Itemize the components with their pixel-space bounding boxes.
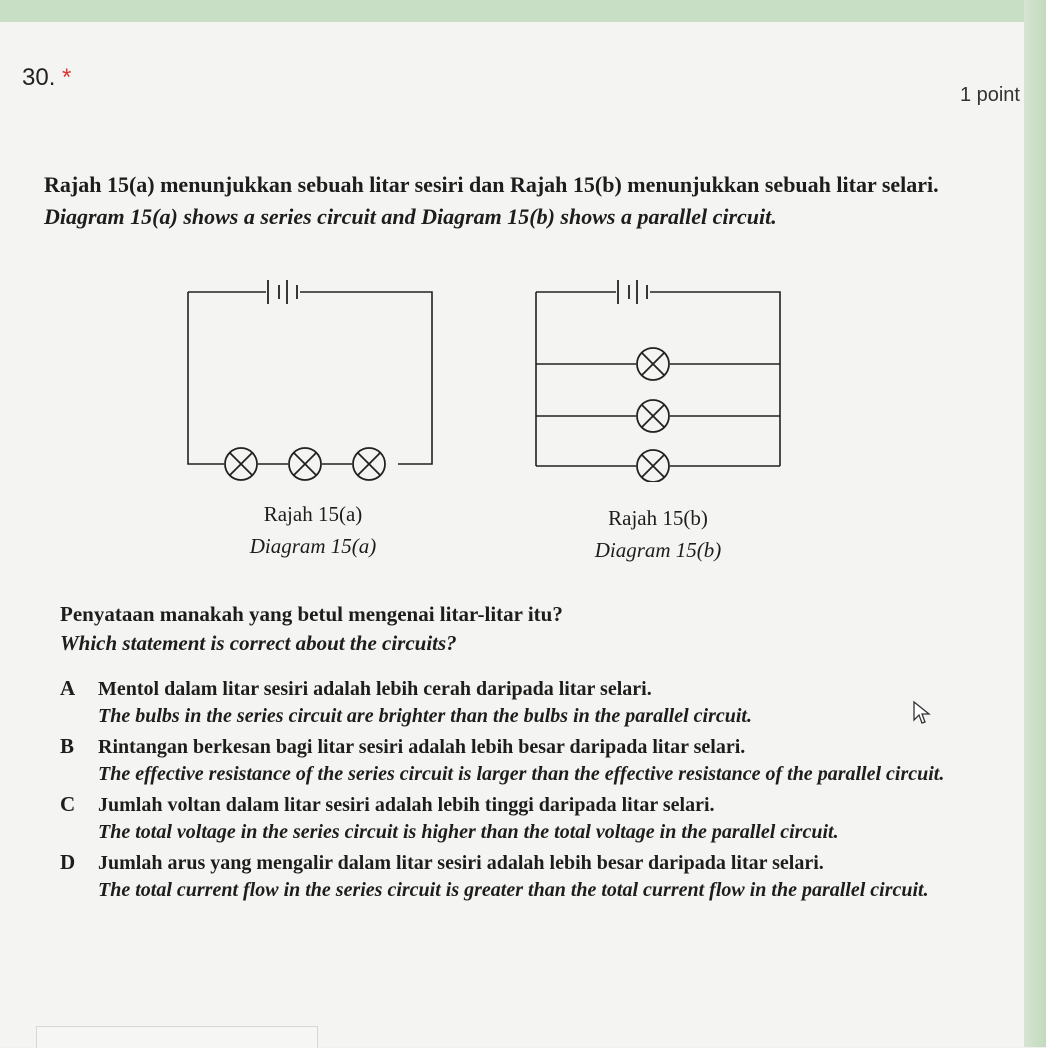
option-text-malay: Mentol dalam litar sesiri adalah lebih cerah daripada litar selari. [98, 678, 652, 700]
option-c[interactable] [60, 792, 960, 846]
bulb-icon [225, 448, 257, 480]
option-letter: C [60, 792, 76, 816]
caption-parallel-malay: Rajah 15(b) [608, 506, 708, 530]
intro-malay: Rajah 15(a) menunjukkan sebuah litar sesiri dan Rajah 15(b) menunjukkan sebuah litar selari. [44, 172, 939, 197]
option-text-malay: Jumlah arus yang mengalir dalam litar sesiri adalah lebih besar daripada litar selari. [98, 852, 824, 874]
mouse-pointer-icon [912, 700, 932, 731]
intro-english: Diagram 15(a) shows a series circuit and Diagram 15(b) shows a parallel circuit. [44, 204, 777, 229]
question-number [22, 64, 71, 92]
option-text-malay: Rintangan berkesan bagi litar sesiri adalah lebih besar daripada litar selari. [98, 736, 746, 758]
option-letter: A [60, 676, 76, 700]
series-wire [188, 292, 432, 464]
caption-series-malay: Rajah 15(a) [263, 502, 363, 526]
option-a[interactable] [60, 676, 960, 730]
option-text-english: The bulbs in the series circuit are brighter than the bulbs in the parallel circuit. [98, 705, 752, 727]
bulb-icon [353, 448, 385, 480]
caption-parallel-english: Diagram 15(b) [594, 538, 722, 562]
battery-icon [268, 280, 297, 304]
prompt-english: Which statement is correct about the circuits? [60, 631, 457, 655]
caption-series-english: Diagram 15(a) [249, 534, 377, 558]
option-b[interactable] [60, 734, 960, 788]
option-letter: B [60, 734, 75, 758]
series-circuit-diagram [180, 272, 440, 482]
question-points: 1 point [959, 84, 1020, 106]
option-text-english: The total voltage in the series circuit is higher than the total voltage in the parallel circuit. [98, 821, 839, 843]
answer-options [60, 676, 960, 908]
right-scroll-gutter [1024, 0, 1046, 1047]
option-letter: D [60, 850, 76, 874]
top-accent-band [0, 0, 1046, 22]
bulb-icon [637, 400, 669, 432]
battery-icon [618, 280, 647, 304]
prompt-malay: Penyataan manakah yang betul mengenai litar-litar itu? [60, 602, 563, 626]
parallel-circuit-diagram [528, 272, 788, 482]
question-intro [44, 172, 984, 230]
answer-box[interactable] [36, 1026, 318, 1048]
option-text-malay: Jumlah voltan dalam litar sesiri adalah lebih tinggi daripada litar selari. [98, 794, 715, 816]
question-prompt [60, 602, 960, 656]
bulb-icon [289, 448, 321, 480]
option-d[interactable] [60, 850, 960, 904]
option-text-english: The total current flow in the series circuit is greater than the total current flow in the parallel circuit. [98, 879, 929, 901]
option-text-english: The effective resistance of the series circuit is larger than the effective resistance of the parallel circuit. [98, 763, 945, 785]
bulb-icon [637, 348, 669, 380]
question-number-text: 30. [22, 64, 56, 91]
bulb-icon [637, 450, 669, 482]
required-mark: * [62, 64, 72, 91]
